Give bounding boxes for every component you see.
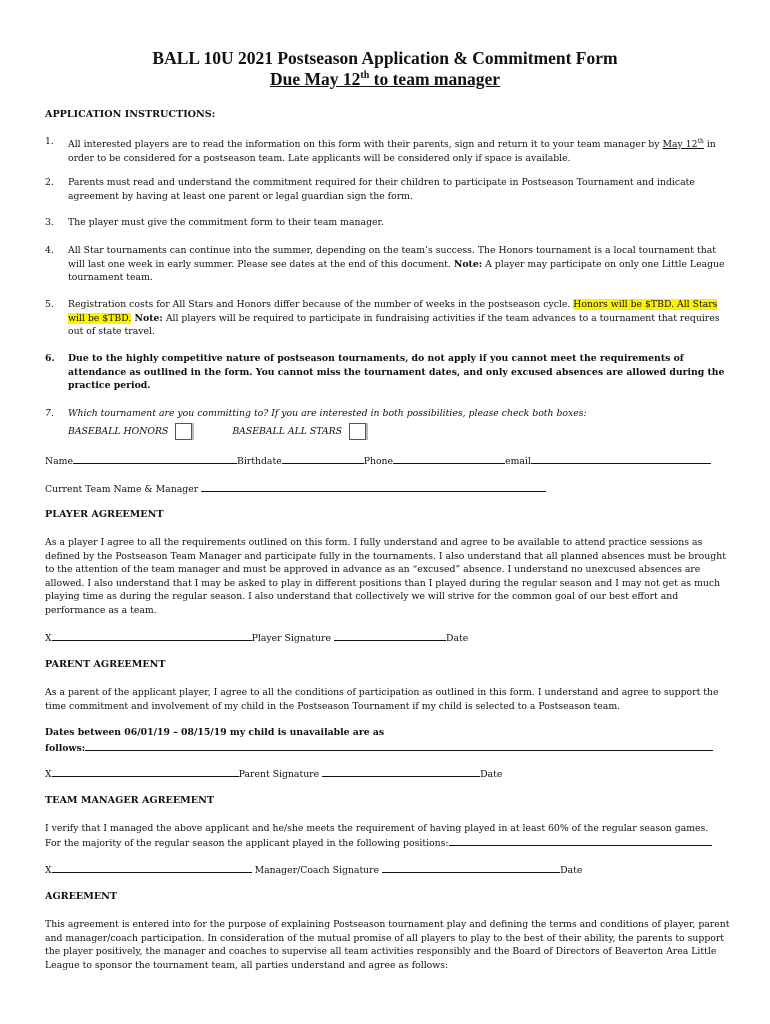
instruction-5: 5. Registration costs for All Stars and Honors differ because of the number of weeks in the postseason cycle. Honors will be $TBD. All Stars will be $TBD. Note: All players will be required to participate in fundraising activities if the team advances to a tournament that requires out of state travel. [45,299,720,338]
positions-field[interactable] [449,836,712,846]
phone-field[interactable] [393,454,505,464]
email-field[interactable] [531,454,711,464]
parent-agreement-text: As a parent of the applicant player, I agree to all the conditions of participation as outlined in this form. I understand and agree to support the time commitment and involvement of my child in the Postseason Tournament if my child is selected to a Postseason team. [45,687,719,712]
manager-agreement-heading: TEAM MANAGER AGREEMENT [45,795,215,806]
honors-checkbox[interactable] [175,423,192,440]
player-agreement-text: As a player I agree to all the requirements outlined on this form. I fully understand and agree to be available to attend practice sessions as defined by the Postseason Team Manager and participate fully in the tournaments. I also understand that all planned absences must be brought to the attention of the team manager and must be approved in advance as an “excused” absence. I understand no unexcused absences are allowed. I also understand that I may be asked to play in different positions than I played during the regular season and I may not get as much playing time as during the regular season. I also understand that collectively we will strive for the common goal of our best effort and performance as a team. [45,537,726,616]
form-due-date: Due May 12th to team manager [269,69,501,89]
instructions-heading: APPLICATION INSTRUCTIONS: [45,109,216,120]
instruction-4: 4. All Star tournaments can continue into the summer, depending on the team’s success. The Honors tournament is a local tournament that will last one week in early summer. Please see dates at the end of this document. Note: A player may participate on only one Little League tournament team. [45,245,725,284]
tournament-options: BASEBALL HONORS BASEBALL ALL STARS [68,423,366,440]
instruction-3: 3. The player must give the commitment form to their team manager. [45,217,384,228]
unavailable-dates-field[interactable] [85,741,713,751]
player-signature-line: X Player Signature Date [45,633,469,644]
manager-signature-line: X Manager/Coach Signature Date [45,865,583,876]
name-field[interactable] [73,454,237,464]
manager-date-field[interactable] [382,863,560,873]
instruction-1: 1. All interested players are to read the information on this form with their parents, sign and return it to your team manager by May 12th in order to be considered for a postseason team. Late applicants will be considered only if space is available. [45,136,716,164]
team-field[interactable] [201,482,546,492]
instruction-7: 7. Which tournament are you committing to? If you are interested in both possibilities, please check both boxes: [45,408,587,419]
instruction-6: 6. Due to the highly competitive nature of postseason tournaments, do not apply if you cannot meet the requirements of attendance as outlined in the form. You cannot miss the tournament dates, and only excused absences are allowed during the practice period. [45,353,725,392]
player-date-field[interactable] [334,631,446,641]
birthdate-field[interactable] [282,454,364,464]
parent-signature-field[interactable] [52,767,239,777]
cost-highlight: Honors will be $TBD. All Stars will be $TBD. [68,299,718,324]
parent-date-field[interactable] [322,767,480,777]
unavailable-dates-line: follows: [45,741,713,754]
instruction-2: 2. Parents must read and understand the commitment required for their children to participate in Postseason Tournament and indicate agreement by having at least one parent or legal guardian sign the form. [45,177,695,202]
manager-signature-field[interactable] [52,863,252,873]
team-line: Current Team Name & Manager [45,482,546,495]
agreement-heading: AGREEMENT [45,891,118,902]
manager-positions-line: For the majority of the regular season the applicant played in the following positions: [45,836,712,849]
agreement-text: This agreement is entered into for the purpose of explaining Postseason tournament play and defining the terms and conditions of player, parent and manager/coach participation. In consideration of the mutual promise of all players to play to the best of their ability, the parents to support the player positively, the manager and coaches to supervise all team activities responsibly and the Board of Directors of Beaverton Area Little League to sponsor the tournament team, all parties understand and agree as follows: [45,919,730,971]
player-info-line: Name Birthdate Phone email [45,454,711,467]
parent-agreement-heading: PARENT AGREEMENT [45,659,166,670]
player-signature-field[interactable] [52,631,252,641]
manager-verify-text: I verify that I managed the above applicant and he/she meets the requirement of having played in at least 60% of the regular season games. [45,823,709,834]
unavailable-dates-label: Dates between 06/01/19 – 08/15/19 my child is unavailable are as [45,727,385,738]
all-stars-checkbox[interactable] [349,423,366,440]
form-title: BALL 10U 2021 Postseason Application & Commitment Form [152,48,618,68]
parent-signature-line: X Parent Signature Date [45,769,503,780]
player-agreement-heading: PLAYER AGREEMENT [45,509,164,520]
